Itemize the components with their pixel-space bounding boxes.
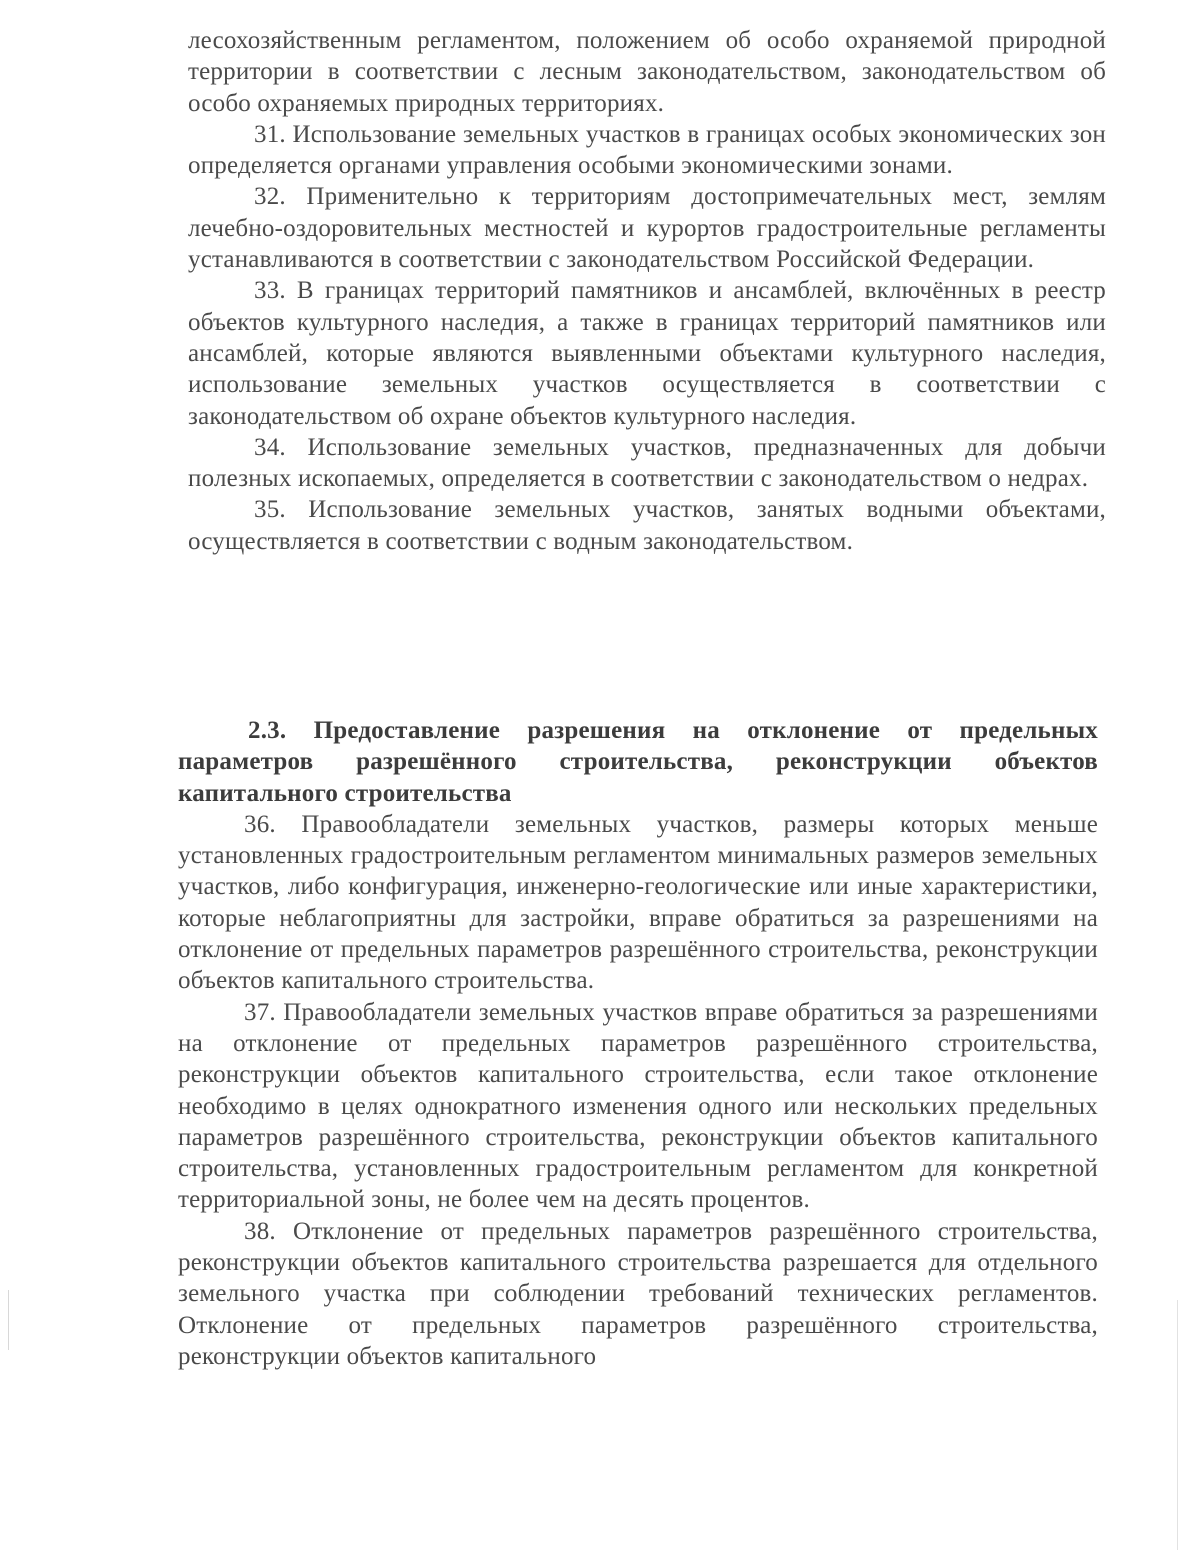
paragraph-37: 37. Правообладатели земельных участков вправе обратиться за разрешениями на отклонение от предельных параметров разрешённого строительства, реконструкции объектов капитального строительства, если такое отклонение необходимо в целях однократного изменения одного или нескольких предельных параметров разрешённого строительства, реконструкции объектов капитального строительства, установленных градостроительным регламентом для конкретной территориальной зоны, не более чем на десять процентов. xyxy=(178,998,1098,1214)
scan-edge-artifact xyxy=(8,1290,9,1350)
section-heading: 2.3. Предоставление разрешения на отклонение от предельных параметров разрешённого строительства, реконструкции объектов капитального строительства xyxy=(178,717,1098,807)
scan-edge-artifact-right xyxy=(1177,1300,1178,1550)
paragraph-32: 32. Применительно к территориям достопримечательных мест, землям лечебно-оздоровительных местностей и курортов градостроительные регламенты устанавливаются в соответствии с законодательством Российской Федерации. xyxy=(188,183,1106,274)
paragraph-34: 34. Использование земельных участков, предназначенных для добычи полезных ископаемых, определяется в соответствии с законодательством о недрах. xyxy=(188,433,1106,493)
paragraph-38: 38. Отклонение от предельных параметров разрешённого строительства, реконструкции объектов капитального строительства разрешается для отдельного земельного участка при соблюдении требований технических регламентов. Отклонение от предельных параметров разрешённого строительства, реконструкции объектов капитального xyxy=(178,1217,1098,1370)
paragraph-continuation: лесохозяйственным регламентом, положением об особо охраняемой природной территории в соответствии с лесным законодательством, законодательством об особо охраняемых природных территориях. xyxy=(188,27,1106,117)
bottom-text-block xyxy=(178,715,1098,1372)
paragraph-35: 35. Использование земельных участков, занятых водными объектами, осуществляется в соответствии с водным законодательством. xyxy=(188,496,1106,555)
paragraph-33: 33. В границах территорий памятников и ансамблей, включённых в реестр объектов культурного наследия, а также в границах территорий памятников или ансамблей, которые являются выявленными объектами культурного наследия, использование земельных участков осуществляется в соответствии с законодательством об охране объектов культурного наследия. xyxy=(188,277,1106,430)
top-text-block xyxy=(188,25,1106,557)
paragraph-36: 36. Правообладатели земельных участков, размеры которых меньше установленных градостроительным регламентом минимальных размеров земельных участков, либо конфигурация, инженерно-геологические или иные характеристики, которые неблагоприятны для застройки, вправе обратиться за разрешениями на отклонение от предельных параметров разрешённого строительства, реконструкции объектов капитального строительства. xyxy=(178,810,1098,995)
paragraph-31: 31. Использование земельных участков в границах особых экономических зон определяется органами управления особыми экономическими зонами. xyxy=(188,120,1106,180)
